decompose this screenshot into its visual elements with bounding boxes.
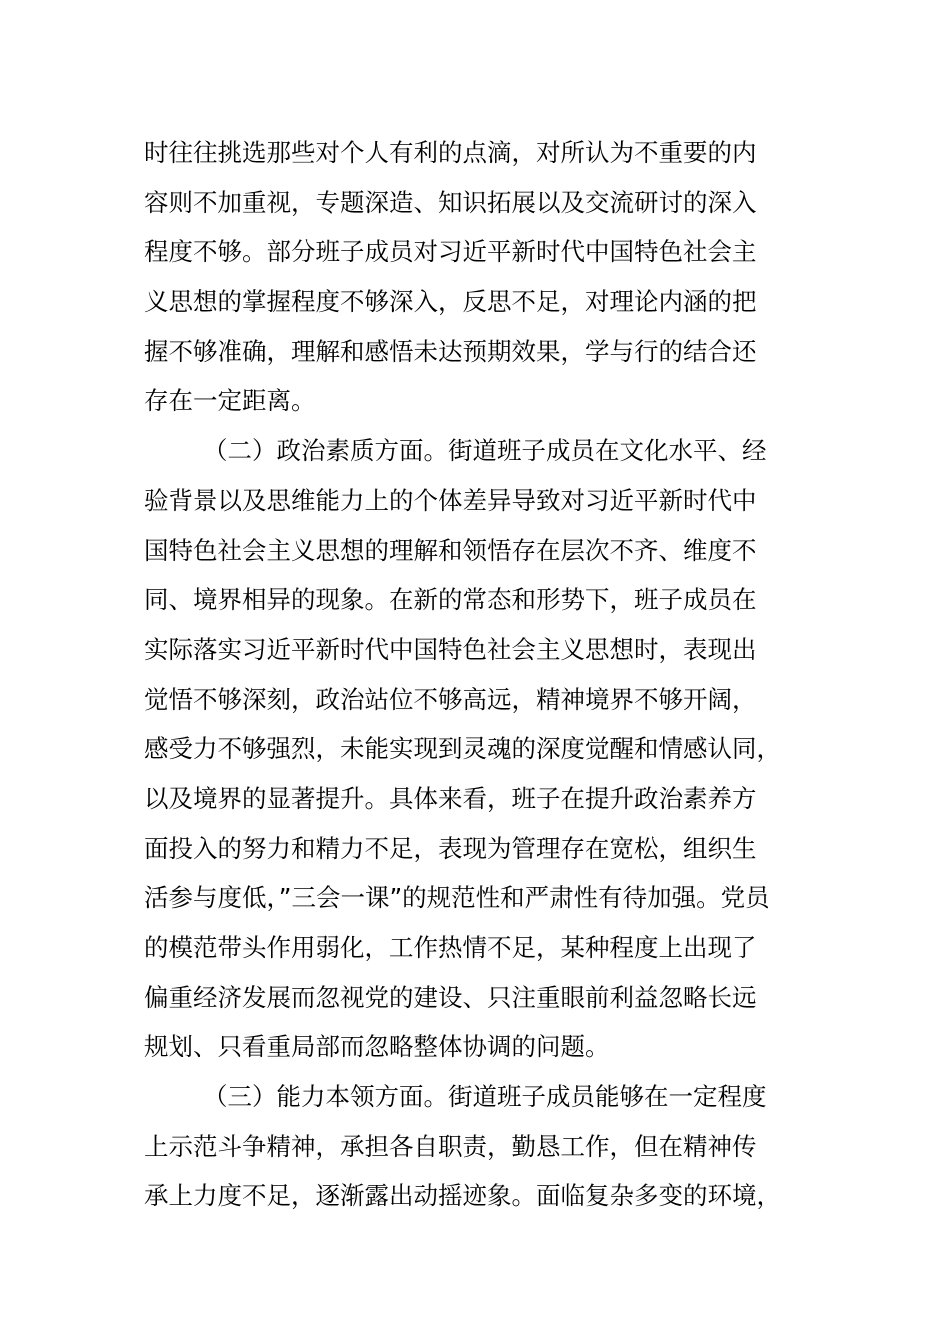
text-line: 存在一定距离。 bbox=[144, 386, 316, 416]
text-line: 活参与度低，”三会一课”的规范性和严肃性有待加强。党员 bbox=[144, 883, 770, 913]
text-line: 上示范斗争精神，承担各自职责，勤恳工作，但在精神传 bbox=[144, 1131, 757, 1161]
text-line: 觉悟不够深刻，政治站位不够高远，精神境界不够开阔， bbox=[144, 684, 757, 714]
body-text bbox=[144, 128, 814, 1221]
text-line: 以及境界的显著提升。具体来看，班子在提升政治素养方 bbox=[144, 783, 757, 813]
text-line: 面投入的努力和精力不足，表现为管理存在宽松，组织生 bbox=[144, 833, 757, 863]
text-line: 验背景以及思维能力上的个体差异导致对习近平新时代中 bbox=[144, 485, 757, 515]
section-heading-line: （三）能力本领方面。街道班子成员能够在一定程度 bbox=[203, 1082, 767, 1112]
text-line: 感受力不够强烈，未能实现到灵魂的深度觉醒和情感认同， bbox=[144, 734, 781, 764]
text-line: 规划、只看重局部而忽略整体协调的问题。 bbox=[144, 1032, 610, 1062]
text-line: 实际落实习近平新时代中国特色社会主义思想时，表现出 bbox=[144, 634, 757, 664]
section-heading-line: （二）政治素质方面。街道班子成员在文化水平、经 bbox=[203, 436, 767, 466]
text-line: 容则不加重视，专题深造、知识拓展以及交流研讨的深入 bbox=[144, 187, 757, 217]
text-line: 国特色社会主义思想的理解和领悟存在层次不齐、维度不 bbox=[144, 535, 757, 565]
text-line: 程度不够。部分班子成员对习近平新时代中国特色社会主 bbox=[144, 237, 757, 267]
text-line: 义思想的掌握程度不够深入，反思不足，对理论内涵的把 bbox=[144, 287, 757, 317]
text-line: 握不够准确，理解和感悟未达预期效果，学与行的结合还 bbox=[144, 336, 757, 366]
text-line: 同、境界相异的现象。在新的常态和形势下，班子成员在 bbox=[144, 585, 757, 615]
text-line: 偏重经济发展而忽视党的建设、只注重眼前利益忽略长远 bbox=[144, 982, 757, 1012]
text-line: 时往往挑选那些对个人有利的点滴，对所认为不重要的内 bbox=[144, 138, 757, 167]
text-line: 承上力度不足，逐渐露出动摇迹象。面临复杂多变的环境， bbox=[144, 1181, 781, 1211]
text-line: 的模范带头作用弱化，工作热情不足，某种程度上出现了 bbox=[144, 933, 757, 962]
